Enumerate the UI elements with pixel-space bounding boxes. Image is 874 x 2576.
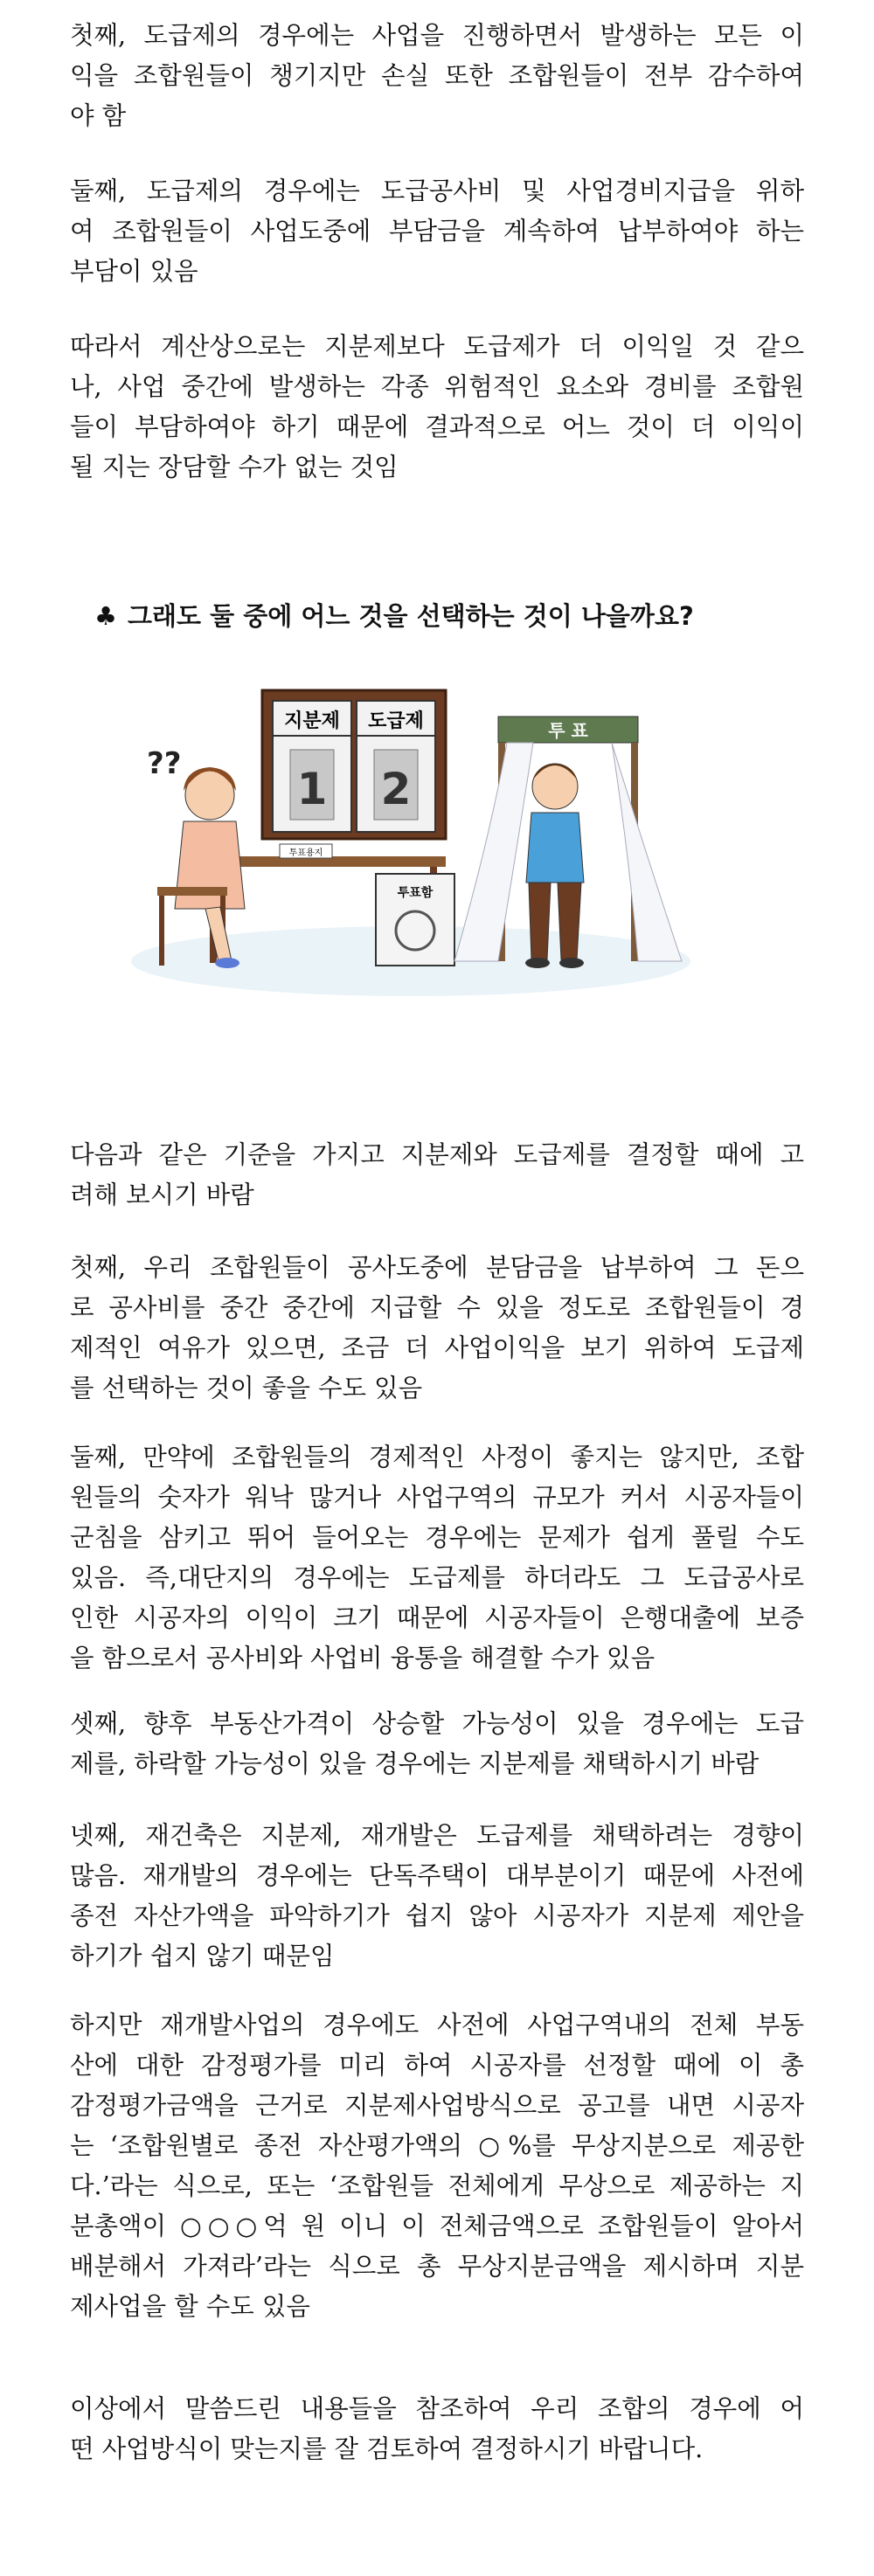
text-line: 첫째, 도급제의 경우에는 사업을 진행하면서 발생하는 모든 이 [70, 21, 804, 50]
text-line: 제적인 여유가 있으면, 조금 더 사업이익을 보기 위하여 도급제 [70, 1333, 804, 1362]
text-line: 배분해서 가져라’라는 식으로 총 무상지분금액을 제시하며 지분 [70, 2252, 804, 2281]
text-line: 제를, 하락할 가능성이 있을 경우에는 지분제를 채택하시기 바람 [70, 1749, 760, 1778]
text-line: 다.’라는 식으로, 또는 ‘조합원들 전체에게 무상으로 제공하는 지 [70, 2171, 804, 2200]
text-line: 많음. 재개발의 경우에는 단독주택이 대부분이기 때문에 사전에 [70, 1861, 804, 1890]
body-paragraph-4 [70, 1704, 804, 1784]
text-line: 떤 사업방식이 맞는지를 잘 검토하여 결정하시기 바랍니다. [70, 2434, 704, 2463]
text-line: 셋째, 향후 부동산가격이 상승할 가능성이 있을 경우에는 도급 [70, 1709, 804, 1738]
text-line: 익을 조합원들이 챙기지만 손실 또한 조합원들이 전부 감수하여 [70, 61, 804, 90]
text-line: 하지만 재개발사업의 경우에도 사전에 사업구역내의 전체 부동 [70, 2011, 804, 2039]
body-paragraph-2 [70, 1248, 804, 1409]
text-line: 을 함으로서 공사비와 사업비 융통을 해결할 수가 있음 [70, 1644, 656, 1672]
text-line: 하기가 쉽지 않기 때문임 [70, 1942, 335, 1970]
text-line: 로 공사비를 중간 중간에 지급할 수 있을 정도로 조합원들이 경 [70, 1293, 804, 1322]
ballot-paper-label: 투표용지 [288, 848, 323, 858]
text-line: 는 ‘조합원별로 종전 자산평가액의 ○%를 무상지분으로 제공한 [70, 2131, 804, 2160]
body-paragraph-7 [70, 2389, 804, 2469]
booth-sign: 투 표 [548, 720, 588, 741]
body-paragraph-1 [70, 1135, 804, 1215]
text-line: 나, 사업 중간에 발생하는 각종 위험적인 요소와 경비를 조합원 [70, 372, 804, 401]
body-paragraph-6 [70, 2005, 804, 2327]
question-marks: ?? [147, 746, 182, 781]
text-line: 넷째, 재건축은 지분제, 재개발은 도급제를 채택하려는 경향이 [70, 1821, 804, 1850]
text-line: 제사업을 할 수도 있음 [70, 2292, 310, 2321]
text-line: 첫째, 우리 조합원들이 공사도중에 분담금을 납부하여 그 돈으 [70, 1253, 804, 1282]
intro-paragraph-2 [70, 171, 804, 292]
text-line: 있음. 즉,대단지의 경우에는 도급제를 하더라도 그 도급공사로 [70, 1563, 804, 1592]
text-line: 감정평가금액을 근거로 지분제사업방식으로 공고를 내면 시공자 [70, 2091, 804, 2120]
text-line: 려해 보시기 바람 [70, 1181, 254, 1209]
board-label-right: 도급제 [368, 710, 424, 732]
intro-paragraph-1 [70, 16, 804, 136]
heading-text: 그래도 둘 중에 어느 것을 선택하는 것이 나을까요? [128, 601, 694, 631]
text-line: 군침을 삼키고 뛰어 들어오는 경우에는 문제가 쉽게 풀릴 수도 [70, 1523, 804, 1552]
text-line: 종전 자산가액을 파악하기가 쉽지 않아 시공자가 지분제 제안을 [70, 1901, 804, 1930]
ballot-box-label: 투표함 [397, 886, 434, 900]
club-bullet-icon: ♣ [94, 601, 117, 631]
text-line: 분총액이 ○○○억 원 이니 이 전체금액으로 조합원들이 알아서 [70, 2212, 804, 2240]
text-line: 될 지는 장담할 수가 없는 것임 [70, 453, 399, 481]
text-line: 따라서 계산상으로는 지분제보다 도급제가 더 이익일 것 같으 [70, 332, 804, 361]
body-paragraph-3 [70, 1437, 804, 1679]
text-line: 부담이 있음 [70, 257, 198, 286]
board-number-right: 2 [380, 764, 412, 814]
text-line: 이상에서 말씀드린 내용들을 참조하여 우리 조합의 경우에 어 [70, 2394, 804, 2423]
board-number-left: 1 [296, 764, 328, 814]
text-line: 둘째, 도급제의 경우에는 도급공사비 및 사업경비지급을 위하 [70, 177, 804, 205]
text-line: 인한 시공자의 이익이 크기 때문에 시공자들이 은행대출에 보증 [70, 1603, 804, 1632]
text-line: 다음과 같은 기준을 가지고 지분제와 도급제를 결정할 때에 고 [70, 1140, 804, 1169]
text-line: 야 함 [70, 101, 127, 130]
body-paragraph-5 [70, 1816, 804, 1977]
text-line: 산에 대한 감정평가를 미리 하여 시공자를 선정할 때에 이 총 [70, 2051, 804, 2080]
intro-paragraph-3 [70, 327, 804, 488]
text-line: 둘째, 만약에 조합원들의 경제적인 사정이 좋지는 않지만, 조합 [70, 1443, 804, 1472]
voting-illustration [122, 682, 699, 1014]
board-label-left: 지분제 [284, 710, 340, 732]
text-line: 들이 부담하여야 하기 때문에 결과적으로 어느 것이 더 이익이 [70, 412, 804, 441]
text-line: 여 조합원들이 사업도중에 부담금을 계속하여 납부하여야 하는 [70, 217, 804, 246]
text-line: 를 선택하는 것이 좋을 수도 있음 [70, 1374, 423, 1402]
text-line: 원들의 숫자가 워낙 많거나 사업구역의 규모가 커서 시공자들이 [70, 1483, 804, 1512]
section-heading [94, 597, 694, 633]
